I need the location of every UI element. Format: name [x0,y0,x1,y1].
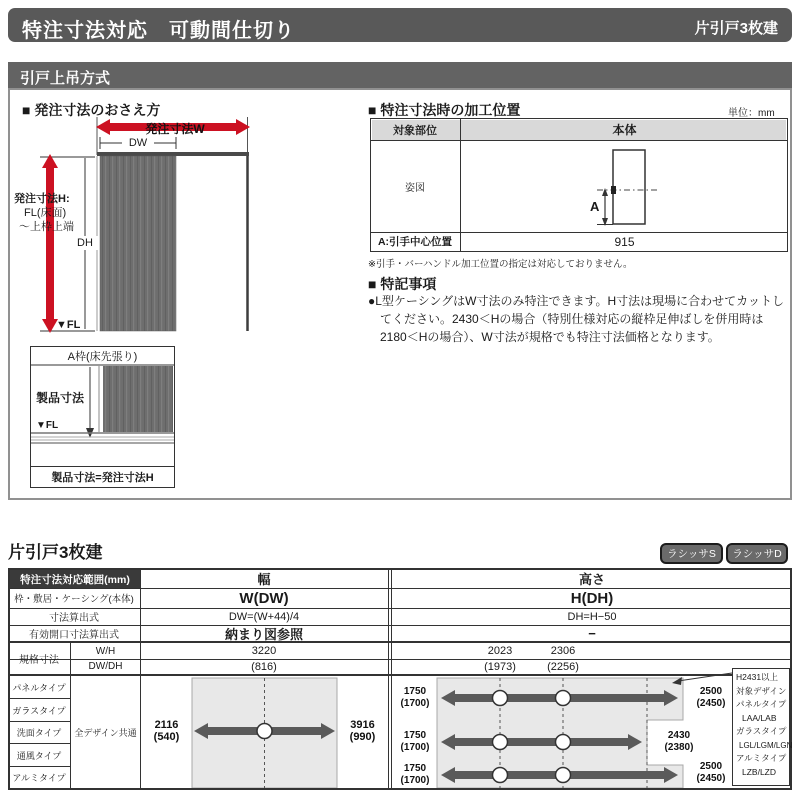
std-height-wh-2: 2306 [550,645,576,657]
fl-label: ▼FL [56,319,81,331]
std-height-wh-1: 2023 [487,645,513,657]
row-formula-label: 寸法算出式 [49,613,99,624]
height-range1-min: 1750 (1700) [400,686,430,709]
width-range-min: 2116 (540) [153,719,180,743]
w-arrow-label: 発注寸法W [145,122,205,136]
note-line-3: パネルタイプ [736,699,787,709]
type-row-vent: 通風タイプ [8,744,70,767]
frame-title: A枠(床先張り) [67,351,138,363]
height-range1-max: 2500 (2450) [696,686,726,709]
order-diagram-heading: ■ 発注寸法のおさえ方 [22,102,161,118]
note-line-4: LAA/LAB [742,712,777,723]
remarks-text: ●L型ケーシングはW寸法のみ特注できます。H寸法は現場に合わせてカットしてください。2430＜Hの場合（特別仕様対応の縦枠足伸ばしを併用時は2180＜Hの場合）、W寸法が規格でも特注寸法価格となります。 [368,294,785,344]
standard-label: 規格寸法 [19,655,59,666]
row-formula-width: DW=(W+44)/4 [228,610,300,623]
frame-fl-label: ▼FL [36,420,59,431]
h-note-line2: FL(床面) [24,207,67,219]
section-bar-label: 引戸上吊方式 [20,70,111,87]
std-width-wh: 3220 [251,645,277,657]
badge-lasissa-s[interactable]: ラシッサS [660,543,723,564]
badge-lasissa-d[interactable]: ラシッサD [726,543,788,564]
type-row-aluminum: アルミタイプ [12,773,66,783]
height-arrow [42,154,58,333]
height-range2-min: 1750 (1700) [400,730,430,753]
handle-position-value: 915 [614,234,635,249]
product-dim-label: 製品寸法 [35,390,84,405]
row-body-label: 枠・敷居・ケーシング(本体) [14,594,134,605]
remarks-heading: ■ 特記事項 [368,276,437,292]
row-opening-width: 納まり図参照 [224,626,303,642]
unit-label: 単位：mm [728,108,775,119]
figure-row-label: 姿図 [405,182,425,194]
note-line-5: ガラスタイプ [736,726,787,736]
height-range3-max: 2500 (2450) [696,761,726,784]
width-range-max: 3916 (990) [349,719,376,743]
processing-col-target: 対象部位 [393,124,437,137]
note-line-1: H2431以上 [736,672,779,682]
row-body-height: H(DH) [570,589,614,607]
note-line-6: LGL/LGM/LGN [739,740,793,750]
title-bar-right-label: 片引戸3枚建 [694,20,778,37]
processing-note: ※引手・バーハンドル加工位置の指定は対応しておりません。 [368,259,633,270]
dw-label: DW [122,136,154,149]
dh-label: DH [72,236,98,250]
handle-position-label: A:引手中心位置 [377,236,453,248]
standard-dwdh-label: DW/DH [88,661,123,672]
type-row-panel: パネルタイプ [8,676,70,699]
std-height-dwdh-1: (1973) [484,660,516,673]
spec-heading: 片引戸3枚建 [8,543,103,562]
std-height-dwdh-2: (2256) [547,660,579,673]
type-row-glass: ガラスタイプ [8,699,70,722]
processing-col-body: 本体 [612,123,637,137]
row-body-width: W(DW) [239,589,289,607]
dim-letter-a: A [590,199,600,214]
range-header: 特注寸法対応範囲(mm) [10,570,140,588]
design-note-box [732,668,793,786]
note-line-8: LZB/LZD [742,766,777,777]
row-opening-height: − [588,625,596,641]
standard-wh-label: W/H [95,645,116,657]
page-title: 特注寸法対応 可動間仕切り [22,20,295,42]
note-line-7: アルミタイプ [736,753,787,763]
row-formula-height: DH=H−50 [567,610,617,623]
h-note-line3: ～上枠上端 [19,221,74,233]
common-design-label: 全デザイン共通 [74,727,137,738]
width-header: 幅 [257,571,271,587]
frame-equation: 製品寸法=発注寸法H [51,472,154,484]
height-range2-max: 2430 (2380) [664,730,694,753]
height-range3-min: 1750 (1700) [400,763,430,786]
h-note-line1: 発注寸法H: [14,193,70,205]
processing-heading: ■ 特注寸法時の加工位置 [368,102,521,118]
height-header: 高さ [578,571,605,587]
note-line-2: 対象デザイン [736,685,787,696]
row-opening-label: 有効開口寸法算出式 [29,629,119,641]
std-width-dwdh: (816) [251,660,277,673]
type-row-washroom: 洗面タイプ [8,722,70,744]
